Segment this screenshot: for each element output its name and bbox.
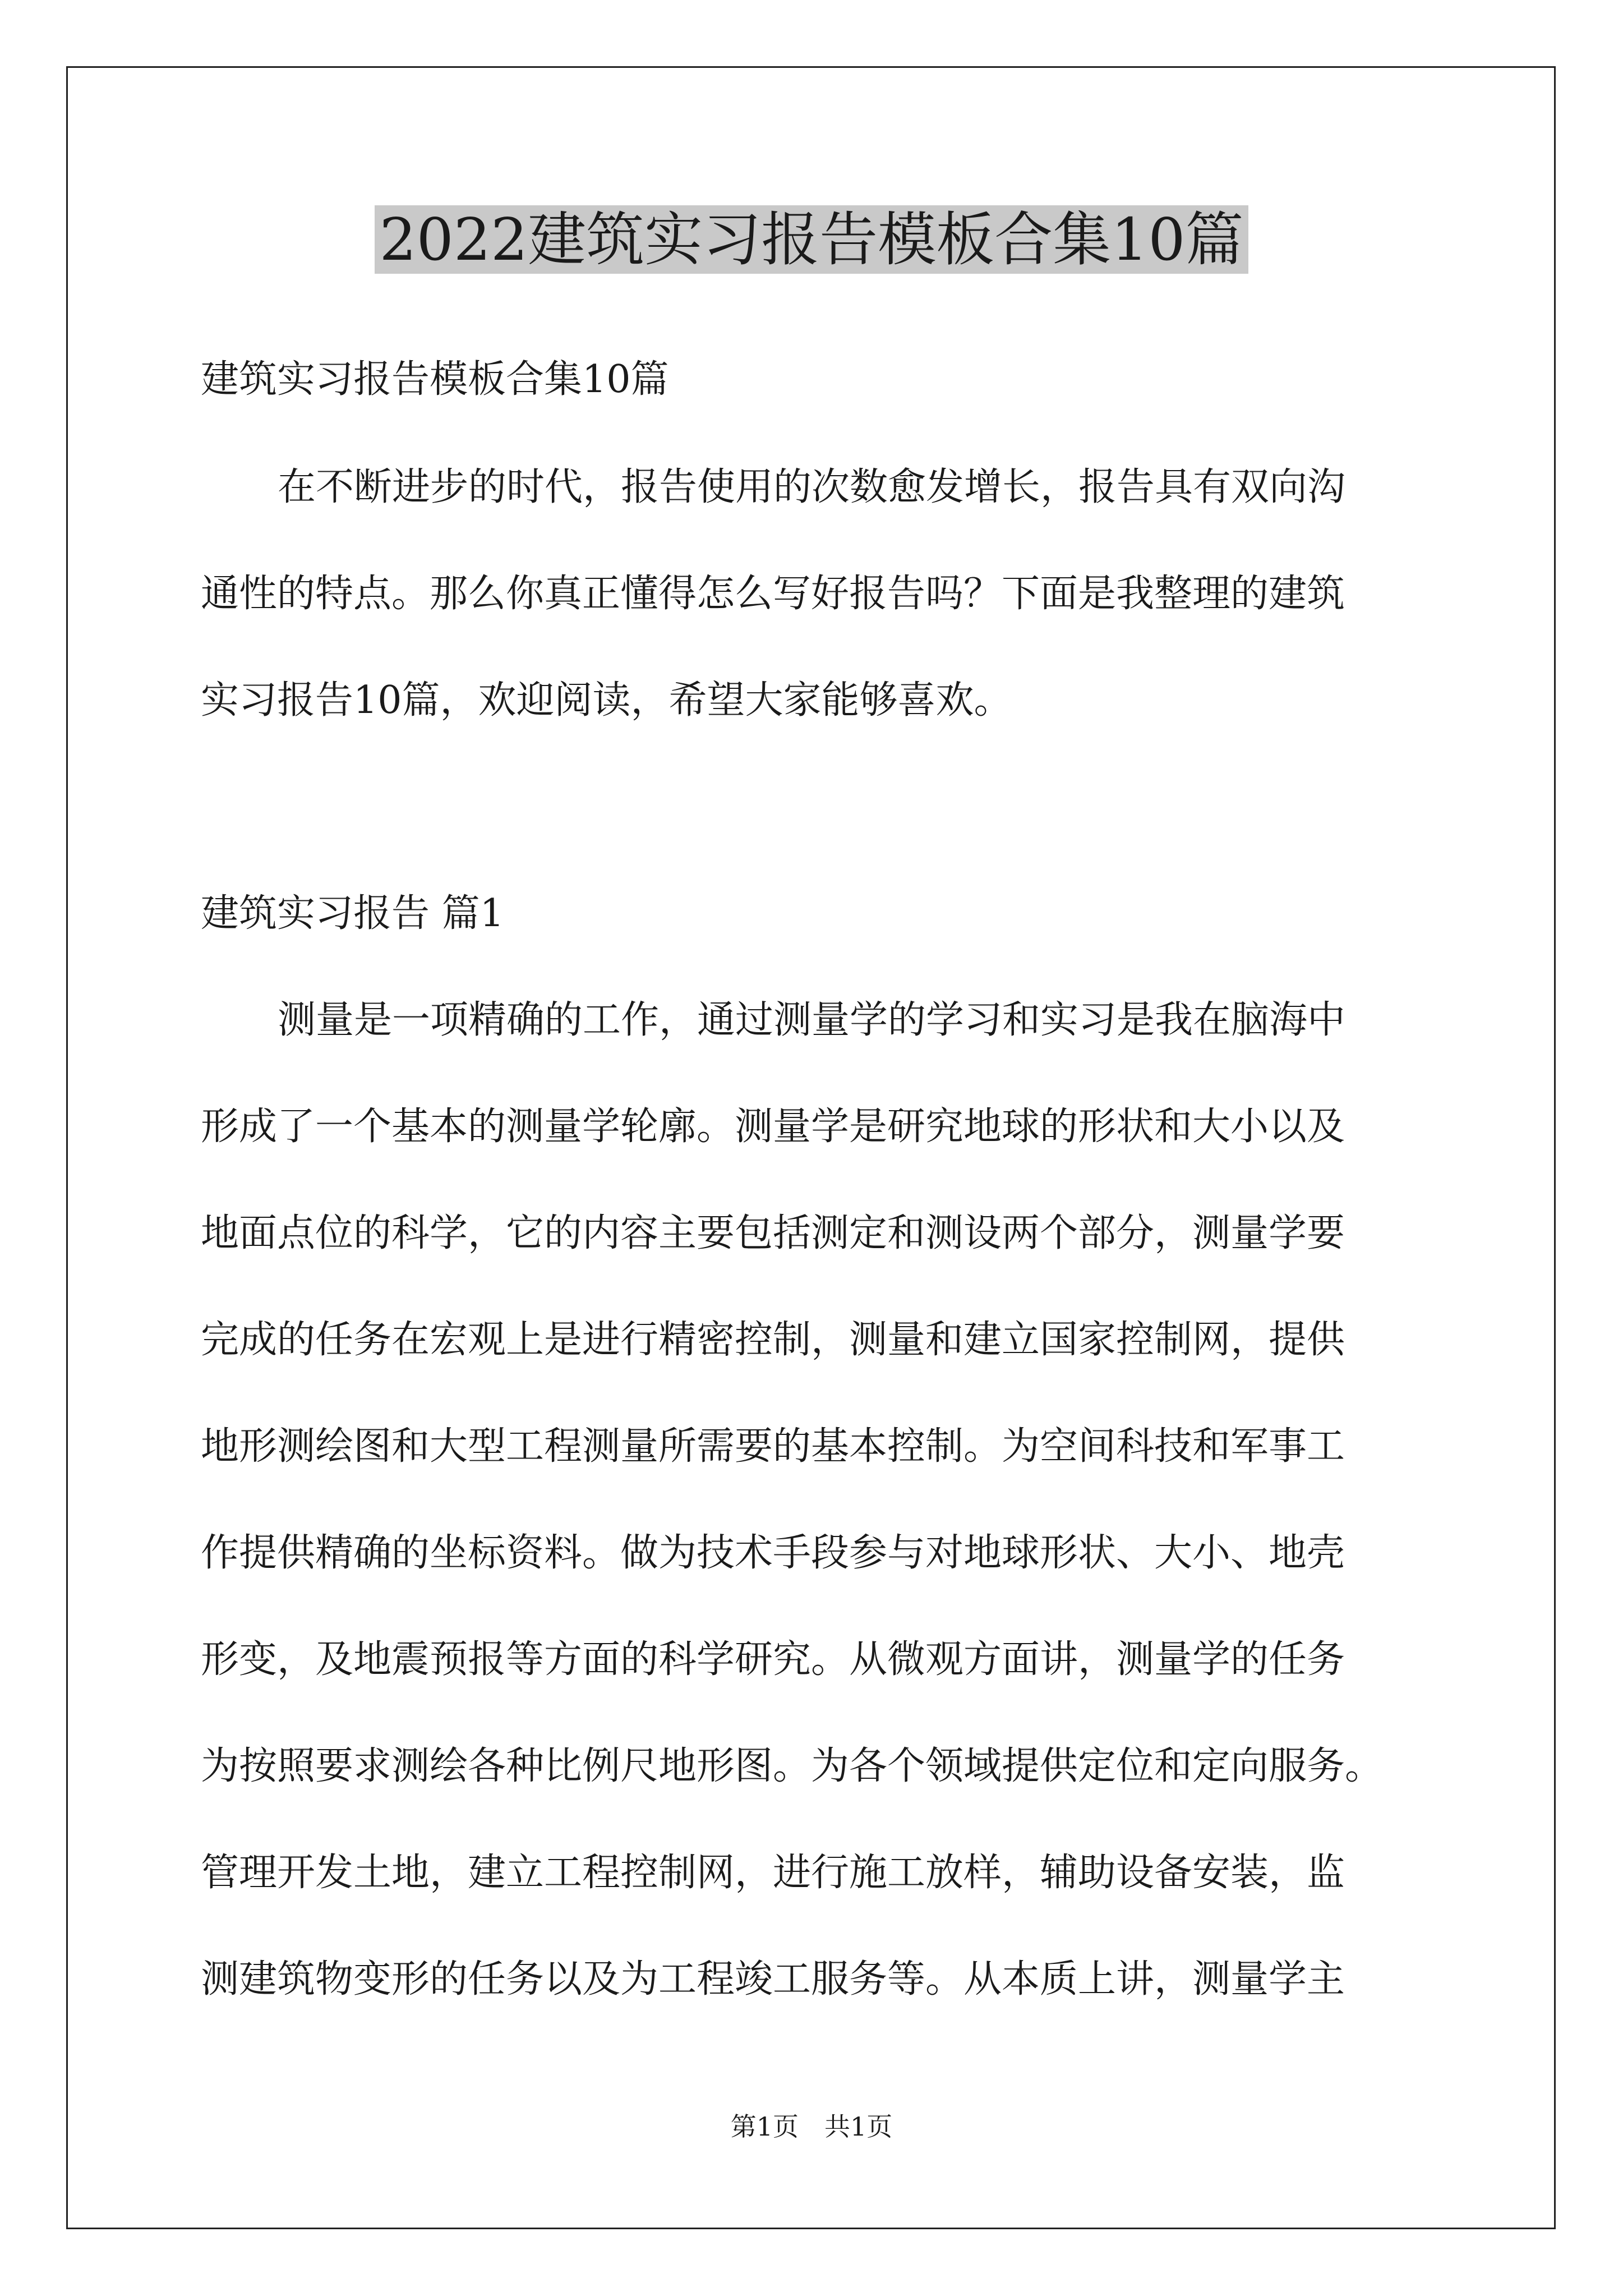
section-heading: 建筑实习报告 篇1: [201, 891, 504, 936]
body-line-1: 测量是一项精确的工作，通过测量学的学习和实习是我在脑海中: [278, 998, 1346, 1042]
body-line-9: 管理开发土地，建立工程控制网，进行施工放样，辅助设备安装，监: [201, 1851, 1345, 1895]
document-subtitle: 建筑实习报告模板合集10篇: [201, 357, 669, 402]
intro-line-3: 实习报告10篇，欢迎阅读，希望大家能够喜欢。: [201, 678, 1012, 723]
page-footer: 第1页 共1页: [730, 2111, 893, 2142]
body-line-4: 完成的任务在宏观上是进行精密控制，测量和建立国家控制网，提供: [201, 1318, 1345, 1362]
body-line-8: 为按照要求测绘各种比例尺地形图。为各个领域提供定位和定向服务。: [201, 1744, 1384, 1788]
document-title: [0, 197, 1623, 282]
body-line-6: 作提供精确的坐标资料。做为技术手段参与对地球形状、大小、地壳: [201, 1531, 1345, 1575]
body-line-2: 形成了一个基本的测量学轮廓。测量学是研究地球的形状和大小以及: [201, 1105, 1345, 1149]
body-line-7: 形变，及地震预报等方面的科学研究。从微观方面讲，测量学的任务: [201, 1637, 1345, 1682]
intro-line-1: 在不断进步的时代，报告使用的次数愈发增长，报告具有双向沟: [278, 465, 1346, 509]
body-line-10: 测建筑物变形的任务以及为工程竣工服务等。从本质上讲，测量学主: [201, 1957, 1345, 2001]
body-line-3: 地面点位的科学，它的内容主要包括测定和测设两个部分，测量学要: [201, 1211, 1345, 1255]
body-line-5: 地形测绘图和大型工程测量所需要的基本控制。为空间科技和军事工: [201, 1424, 1345, 1469]
intro-line-2: 通性的特点。那么你真正懂得怎么写好报告吗？下面是我整理的建筑: [201, 572, 1345, 616]
document-title-text: 2022建筑实习报告模板合集10篇: [375, 205, 1248, 274]
